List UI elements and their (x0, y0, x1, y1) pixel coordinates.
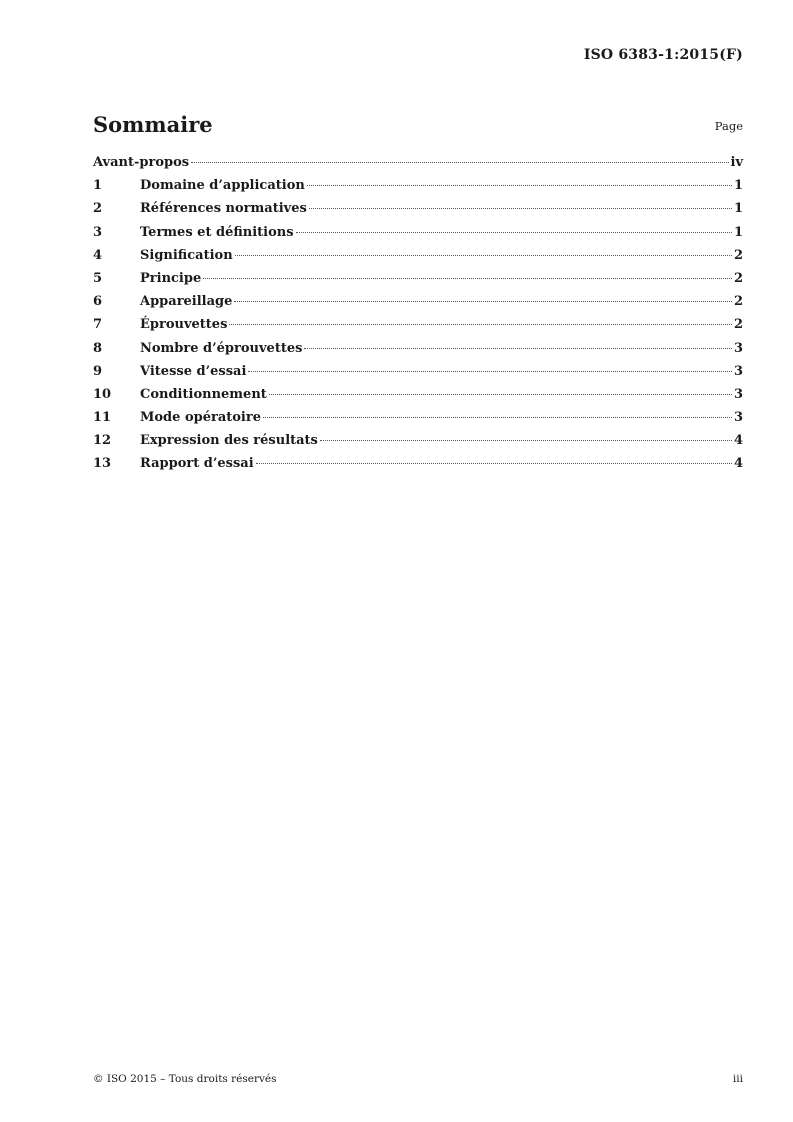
copyright-notice: © ISO 2015 – Tous droits réservés (93, 1073, 277, 1085)
toc-entry-8[interactable] (93, 341, 743, 364)
page-column-label: Page (714, 119, 743, 133)
toc-entry-5[interactable] (93, 271, 743, 294)
toc-entry-title: Signification (140, 247, 233, 263)
toc-entry-6[interactable] (93, 294, 743, 317)
toc-entry-title: Nombre d’éprouvettes (140, 340, 303, 356)
toc-entry-title: Mode opératoire (140, 410, 261, 426)
toc-entry-number: 2 (93, 201, 103, 217)
toc-entry-7[interactable] (93, 317, 743, 340)
table-of-contents (93, 155, 743, 480)
toc-entry-number: 8 (93, 340, 103, 356)
document-reference: ISO 6383-1:2015(F) (583, 47, 743, 63)
toc-entry-page: 2 (733, 294, 743, 310)
toc-dot-leader (229, 324, 732, 325)
toc-entry-10[interactable] (93, 387, 743, 410)
toc-entry-page: 2 (733, 270, 743, 286)
toc-entry-title: Conditionnement (140, 386, 267, 402)
toc-heading-row (93, 112, 743, 142)
toc-entry-title: Éprouvettes (140, 317, 228, 333)
toc-entry-number: 9 (93, 363, 103, 379)
toc-entry-page: 3 (733, 410, 743, 426)
toc-dot-leader (269, 394, 732, 395)
toc-entry-number: 6 (93, 294, 103, 310)
toc-entry-title: Appareillage (140, 294, 233, 310)
toc-entry-page: 1 (733, 178, 743, 194)
toc-dot-leader (191, 162, 728, 163)
toc-dot-leader (304, 348, 732, 349)
toc-entry-page: 3 (733, 386, 743, 402)
toc-entry-1[interactable] (93, 178, 743, 201)
toc-entry-page: 3 (733, 340, 743, 356)
toc-dot-leader (235, 255, 732, 256)
page-title: Sommaire (93, 112, 213, 137)
toc-entry-number: 12 (93, 433, 112, 449)
toc-dot-leader (263, 417, 732, 418)
toc-entry-page: 4 (733, 433, 743, 449)
toc-entry-title: Domaine d’application (140, 178, 305, 194)
toc-entry-title: Expression des résultats (140, 433, 318, 449)
toc-dot-leader (256, 463, 732, 464)
toc-dot-leader (320, 440, 732, 441)
toc-entry-page: 2 (733, 247, 743, 263)
toc-entry-title: Principe (140, 270, 202, 286)
toc-entry-4[interactable] (93, 248, 743, 271)
toc-dot-leader (248, 371, 732, 372)
toc-entry-number: 3 (93, 224, 103, 240)
toc-dot-leader (296, 232, 732, 233)
toc-entry-avant-propos[interactable] (93, 155, 743, 178)
toc-entry-12[interactable] (93, 433, 743, 456)
toc-entry-title: Vitesse d’essai (140, 363, 247, 379)
toc-entry-page: iv (730, 155, 743, 170)
toc-dot-leader (307, 185, 732, 186)
toc-entry-3[interactable] (93, 225, 743, 248)
toc-entry-number: 7 (93, 317, 103, 333)
toc-entry-number: 1 (93, 178, 103, 194)
toc-entry-number: 4 (93, 247, 103, 263)
toc-entry-9[interactable] (93, 364, 743, 387)
toc-dot-leader (234, 301, 732, 302)
toc-entry-title: Avant-propos (93, 155, 190, 170)
toc-entry-number: 10 (93, 386, 112, 402)
toc-entry-title: Rapport d’essai (140, 456, 254, 472)
toc-entry-page: 1 (733, 201, 743, 217)
toc-entry-page: 3 (733, 363, 743, 379)
toc-entry-page: 2 (733, 317, 743, 333)
toc-entry-title: Références normatives (140, 201, 307, 217)
toc-entry-11[interactable] (93, 410, 743, 433)
toc-entry-page: 4 (733, 456, 743, 472)
page-number: iii (732, 1073, 743, 1085)
toc-entry-number: 13 (93, 456, 112, 472)
toc-dot-leader (203, 278, 732, 279)
toc-entry-title: Termes et définitions (140, 224, 294, 240)
toc-entry-number: 5 (93, 270, 103, 286)
toc-entry-page: 1 (733, 224, 743, 240)
toc-dot-leader (309, 208, 732, 209)
toc-entry-number: 11 (93, 410, 112, 426)
toc-entry-2[interactable] (93, 201, 743, 224)
toc-entry-13[interactable] (93, 456, 743, 479)
